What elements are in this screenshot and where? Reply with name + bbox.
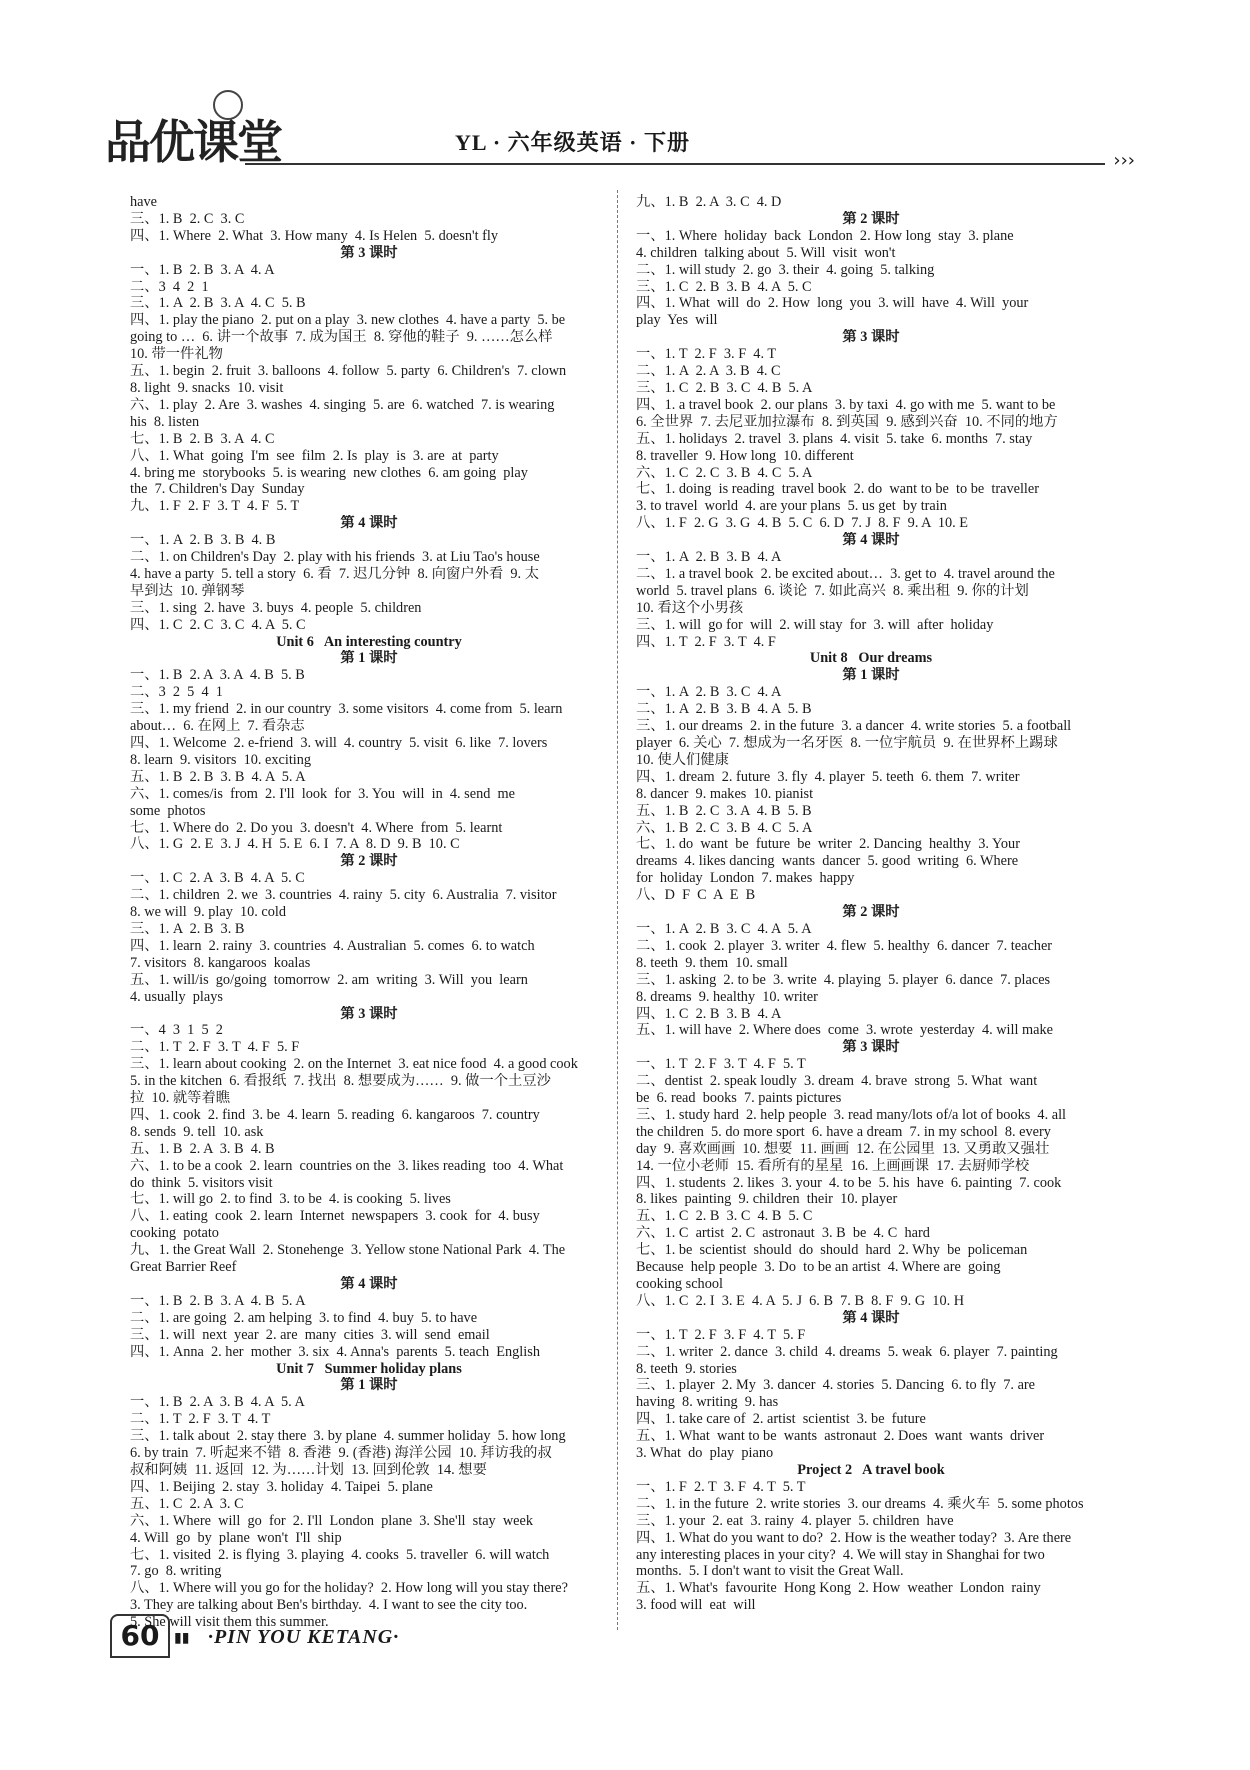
answer-line: 一、1. T 2. F 3. T 4. F 5. T xyxy=(636,1056,806,1073)
answer-line: 三、1. asking 2. to be 3. write 4. playing 5. player 6. dance 7. places xyxy=(636,971,1051,988)
answer-line: 三、1. your 2. eat 3. rainy 4. player 5. children have xyxy=(636,1512,954,1529)
answer-line: 八、D F C A E B xyxy=(636,887,756,904)
answer-line: 4. have a party 5. tell a story 6. 看 7. 迟几分钟 8. 向窗户外看 9. 太 xyxy=(130,565,539,582)
page-header xyxy=(95,88,1135,171)
section-heading: 第 4 课时 xyxy=(842,532,900,549)
answer-line: 一、1. C 2. A 3. B 4. A 5. C xyxy=(130,870,305,887)
answer-line: 14. 一位小老师 15. 看所有的星星 16. 上画画课 17. 去厨师学校 xyxy=(636,1157,1030,1174)
section-heading: 第 4 课时 xyxy=(340,515,398,532)
answer-line: 一、1. B 2. B 3. A 4. B 5. A xyxy=(130,1292,306,1309)
answer-line: 5. in the kitchen 6. 看报纸 7. 找出 8. 想要成为…… 9. 做一个土豆沙 xyxy=(130,1073,551,1090)
answer-line: 七、1. doing is reading travel book 2. do want to be to be traveller xyxy=(636,481,1040,498)
answer-line: 五、1. begin 2. fruit 3. balloons 4. follow 5. party 6. Children's 7. clown xyxy=(130,363,567,380)
answer-line: 一、1. B 2. B 3. A 4. A xyxy=(130,261,275,278)
answer-line: 五、1. will/is go/going tomorrow 2. am writing 3. Will you learn xyxy=(130,971,528,988)
answer-line: 一、1. A 2. B 3. B 4. B xyxy=(130,532,276,549)
section-heading: 第 3 课时 xyxy=(842,1039,900,1056)
section-heading: 第 4 课时 xyxy=(842,1309,900,1326)
answer-line: 二、1. T 2. F 3. T 4. T xyxy=(130,1411,271,1428)
answer-line: 8. likes painting 9. children their 10. player xyxy=(636,1191,898,1208)
answer-line: Because help people 3. Do to be an artist 4. Where are going xyxy=(636,1259,1001,1276)
answer-line: 三、1. C 2. B 3. C 4. B 5. A xyxy=(636,379,813,396)
answer-line: 4. Will go by plane won't I'll ship xyxy=(130,1529,342,1546)
answer-line: 四、1. cook 2. find 3. be 4. learn 5. reading 6. kangaroos 7. country xyxy=(130,1106,540,1123)
answer-line: 早到达 10. 弹钢琴 xyxy=(130,582,245,599)
answer-line: 二、1. on Children's Day 2. play with his friends 3. at Liu Tao's house xyxy=(130,549,540,566)
answer-line: 五、1. What's favourite Hong Kong 2. How weather London rainy xyxy=(636,1580,1041,1597)
answer-line: about… 6. 在网上 7. 看杂志 xyxy=(130,718,305,735)
answer-line: 4. bring me storybooks 5. is wearing new clothes 6. am going play xyxy=(130,464,528,481)
answer-line: 5. She will visit them this summer. xyxy=(130,1614,329,1631)
answer-line: 三、1. will next year 2. are many cities 3. will send email xyxy=(130,1326,490,1343)
answer-line: his 8. listen xyxy=(130,413,200,430)
page-footer xyxy=(110,1610,450,1660)
answer-line: play Yes will xyxy=(636,312,718,329)
section-heading: 第 2 课时 xyxy=(842,904,900,921)
answer-line: 五、1. What want to be wants astronaut 2. Does want wants driver xyxy=(636,1428,1045,1445)
answer-line: 五、1. will have 2. Where does come 3. wrote yesterday 4. will make xyxy=(636,1022,1054,1039)
section-heading: 第 3 课时 xyxy=(842,329,900,346)
answer-line: 八、1. eating cook 2. learn Internet newspapers 3. cook for 4. busy xyxy=(130,1208,540,1225)
answer-line: 6. 全世界 7. 去尼亚加拉瀑布 8. 到英国 9. 感到兴奋 10. 不同的地方 xyxy=(636,413,1058,430)
answer-line: 五、1. holidays 2. travel 3. plans 4. visit 5. take 6. months 7. stay xyxy=(636,430,1033,447)
answer-line: any interesting places in your city? 4. We will stay in Shanghai for two xyxy=(636,1546,1045,1563)
answer-line: 二、1. writer 2. dance 3. child 4. dreams 5. weak 6. player 7. painting xyxy=(636,1343,1058,1360)
answer-line: 九、1. the Great Wall 2. Stonehenge 3. Yellow stone National Park 4. The xyxy=(130,1242,566,1259)
answer-line: 8. we will 9. play 10. cold xyxy=(130,904,287,921)
section-heading: 第 3 课时 xyxy=(340,244,398,261)
answer-line: 六、1. C artist 2. C astronaut 3. B be 4. C hard xyxy=(636,1225,930,1242)
book-title: YL · 六年级英语 · 下册 xyxy=(455,130,691,155)
answer-line: 六、1. comes/is from 2. I'll look for 3. You will in 4. send me xyxy=(130,785,516,802)
answer-line: 六、1. to be a cook 2. learn countries on the 3. likes reading too 4. What xyxy=(130,1157,564,1174)
answer-line: 四、1. Beijing 2. stay 3. holiday 4. Taipei 5. plane xyxy=(130,1478,433,1495)
answer-line: 8. sends 9. tell 10. ask xyxy=(130,1123,264,1140)
footer-brand: ·PIN YOU KETANG· xyxy=(208,1626,400,1648)
answer-line: 七、1. be scientist should do should hard 2. Why be policeman xyxy=(636,1242,1028,1259)
answer-line: 三、1. A 2. B 3. A 4. C 5. B xyxy=(130,295,306,312)
section-heading: 第 2 课时 xyxy=(340,853,398,870)
answer-line: 七、1. visited 2. is flying 3. playing 4. cooks 5. traveller 6. will watch xyxy=(130,1546,550,1563)
answer-line: 三、1. A 2. B 3. B xyxy=(130,920,245,937)
answer-line: 三、1. learn about cooking 2. on the Internet 3. eat nice food 4. a good cook xyxy=(130,1056,578,1073)
answer-line: going to … 6. 讲一个故事 7. 成为国王 8. 穿他的鞋子 9. ……怎么样 xyxy=(130,329,553,346)
section-heading: 第 1 课时 xyxy=(340,650,398,667)
answer-line: 二、1. A 2. A 3. B 4. C xyxy=(636,363,781,380)
answer-line: 三、1. B 2. C 3. C xyxy=(130,210,245,227)
answer-line: 五、1. B 2. A 3. B 4. B xyxy=(130,1140,275,1157)
decoration-icon: ▮▮ xyxy=(174,1630,190,1646)
answer-line: 三、1. player 2. My 3. dancer 4. stories 5. Dancing 6. to fly 7. are xyxy=(636,1377,1036,1394)
answer-line: do think 5. visitors visit xyxy=(130,1174,273,1191)
answer-line: 10. 使人们健康 xyxy=(636,751,729,768)
answer-line: 四、1. students 2. likes 3. your 4. to be 5. his have 6. painting 7. cook xyxy=(636,1174,1062,1191)
section-heading: Unit 7 Summer holiday plans xyxy=(276,1360,462,1377)
answer-line: 三、1. our dreams 2. in the future 3. a dancer 4. write stories 5. a football xyxy=(636,718,1072,735)
answer-line: 四、1. C 2. C 3. C 4. A 5. C xyxy=(130,616,306,633)
answer-line: 二、3 2 5 4 1 xyxy=(130,684,223,701)
answer-line: 四、1. play the piano 2. put on a play 3. new clothes 4. have a party 5. be xyxy=(130,312,566,329)
section-heading: Unit 6 An interesting country xyxy=(276,633,462,650)
answer-line: 九、1. F 2. F 3. T 4. F 5. T xyxy=(130,498,300,515)
answer-line: Great Barrier Reef xyxy=(130,1259,237,1276)
answer-line: 二、1. children 2. we 3. countries 4. rainy 5. city 6. Australia 7. visitor xyxy=(130,887,557,904)
answer-line: having 8. writing 9. has xyxy=(636,1394,779,1411)
answer-line: 八、1. C 2. I 3. E 4. A 5. J 6. B 7. B 8. F 9. G 10. H xyxy=(636,1292,965,1309)
answer-line: 一、1. A 2. B 3. C 4. A 5. A xyxy=(636,920,812,937)
answer-line: 七、1. B 2. B 3. A 4. C xyxy=(130,430,275,447)
answer-line: 三、1. study hard 2. help people 3. read many/lots of/a lot of books 4. all xyxy=(636,1106,1067,1123)
section-heading: 第 1 课时 xyxy=(340,1377,398,1394)
section-heading: Project 2 A travel book xyxy=(797,1461,945,1478)
answer-line: 六、1. C 2. C 3. B 4. C 5. A xyxy=(636,464,813,481)
answer-line: 五、1. B 2. C 3. A 4. B 5. B xyxy=(636,802,812,819)
answer-line: day 9. 喜欢画画 10. 想要 11. 画画 12. 在公园里 13. 又勇敢又强壮 xyxy=(636,1140,1050,1157)
answer-line: 8. light 9. snacks 10. visit xyxy=(130,379,284,396)
answer-line: 一、1. A 2. B 3. C 4. A xyxy=(636,684,782,701)
answer-line: 叔和阿姨 11. 返回 12. 为……计划 13. 回到伦敦 14. 想要 xyxy=(130,1461,487,1478)
answer-line: 七、1. will go 2. to find 3. to be 4. is cooking 5. lives xyxy=(130,1191,451,1208)
answer-line: cooking potato xyxy=(130,1225,219,1242)
answer-line: 拉 10. 就等着瞧 xyxy=(130,1090,231,1107)
section-heading: 第 1 课时 xyxy=(842,667,900,684)
brand-logo xyxy=(95,88,325,169)
answer-line: 一、1. B 2. A 3. A 4. B 5. B xyxy=(130,667,305,684)
answer-line: 二、dentist 2. speak loudly 3. dream 4. brave strong 5. What want xyxy=(636,1073,1038,1090)
answer-line: 七、1. Where do 2. Do you 3. doesn't 4. Where from 5. learnt xyxy=(130,819,503,836)
answer-line: 三、1. will go for will 2. will stay for 3. will after holiday xyxy=(636,616,994,633)
answer-line: 8. dancer 9. makes 10. pianist xyxy=(636,785,814,802)
answer-line: 三、1. my friend 2. in our country 3. some visitors 4. come from 5. learn xyxy=(130,701,563,718)
section-heading: 第 2 课时 xyxy=(842,210,900,227)
answer-line: 三、1. sing 2. have 3. buys 4. people 5. children xyxy=(130,599,422,616)
answer-line: have xyxy=(130,194,157,210)
answer-line: player 6. 关心 7. 想成为一名牙医 8. 一位宇航员 9. 在世界杯上踢球 xyxy=(636,735,1058,751)
answer-line: 二、1. are going 2. am helping 3. to find 4. buy 5. to have xyxy=(130,1309,478,1326)
answer-line: 一、1. T 2. F 3. F 4. T 5. F xyxy=(636,1326,806,1343)
page-number: 60 xyxy=(110,1614,170,1658)
arrows-icon: ››› xyxy=(1113,150,1135,171)
header-divider xyxy=(245,163,1105,165)
answer-line: 八、1. Where will you go for the holiday? 2. How long will you stay there? xyxy=(130,1580,568,1597)
section-heading: Unit 8 Our dreams xyxy=(809,650,933,667)
answer-line: world 5. travel plans 6. 谈论 7. 如此高兴 8. 乘出租 9. 你的计划 xyxy=(636,582,1029,599)
answer-line: 四、1. Anna 2. her mother 3. six 4. Anna's parents 5. teach English xyxy=(130,1343,540,1360)
answer-line: 四、1. take care of 2. artist scientist 3. be future xyxy=(636,1411,926,1428)
answer-line: 一、1. A 2. B 3. B 4. A xyxy=(636,549,782,566)
answer-line: 三、1. talk about 2. stay there 3. by plane 4. summer holiday 5. how long xyxy=(130,1428,566,1445)
answer-line: 二、1. T 2. F 3. T 4. F 5. F xyxy=(130,1039,300,1056)
answer-line: months. 5. I don't want to visit the Great Wall. xyxy=(636,1563,904,1580)
answer-line: 4. usually plays xyxy=(130,988,223,1005)
answer-line: 3. food will eat will xyxy=(636,1597,756,1614)
answer-line: 3. What do play piano xyxy=(636,1445,774,1462)
answer-line: 六、1. B 2. C 3. B 4. C 5. A xyxy=(636,819,813,836)
answer-line: 二、1. will study 2. go 3. their 4. going 5. talking xyxy=(636,261,935,278)
section-heading: 第 4 课时 xyxy=(340,1276,398,1292)
answer-line: 四、1. dream 2. future 3. fly 4. player 5. teeth 6. them 7. writer xyxy=(636,768,1020,785)
answer-line: 三、1. C 2. B 3. B 4. A 5. C xyxy=(636,278,812,295)
answer-line: 五、1. B 2. B 3. B 4. A 5. A xyxy=(130,768,306,785)
answer-line: 八、1. What going I'm see film 2. Is play is 3. are at party xyxy=(130,447,499,464)
answer-line: 8. teeth 9. stories xyxy=(636,1360,737,1377)
answer-line: 八、1. G 2. E 3. J 4. H 5. E 6. I 7. A 8. D 9. B 10. C xyxy=(130,836,460,853)
answer-line: 二、1. cook 2. player 3. writer 4. flew 5. healthy 6. dancer 7. teacher xyxy=(636,937,1053,954)
answer-line: 3. to travel world 4. are your plans 5. us get by train xyxy=(636,498,947,515)
answer-line: 4. children talking about 5. Will visit won't xyxy=(636,244,896,261)
answer-line: 二、1. A 2. B 3. B 4. A 5. B xyxy=(636,701,812,718)
answer-line: 一、1. T 2. F 3. F 4. T xyxy=(636,346,777,363)
answer-line: 九、1. B 2. A 3. C 4. D xyxy=(636,194,782,210)
answer-line: the 7. Children's Day Sunday xyxy=(130,481,305,498)
answer-line: 四、1. a travel book 2. our plans 3. by taxi 4. go with me 5. want to be xyxy=(636,396,1056,413)
answer-line: 一、1. Where holiday back London 2. How long stay 3. plane xyxy=(636,227,1014,244)
answer-line: the children 5. do more sport 6. have a dream 7. in my school 8. every xyxy=(636,1123,1051,1140)
answer-line: 6. by train 7. 听起来不错 8. 香港 9. (香港) 海洋公园 10. 拜访我的叔 xyxy=(130,1445,552,1462)
answer-line: 10. 带一件礼物 xyxy=(130,346,223,363)
answer-line: for holiday London 7. makes happy xyxy=(636,870,855,887)
answer-line: 七、1. do want be future be writer 2. Dancing healthy 3. Your xyxy=(636,836,1020,853)
logo-text: 品优课堂 xyxy=(105,115,281,169)
answer-line: 二、1. in the future 2. write stories 3. our dreams 4. 乘火车 5. some photos xyxy=(636,1495,1084,1512)
answer-line: 10. 看这个小男孩 xyxy=(636,599,744,616)
answer-line: 8. teeth 9. them 10. small xyxy=(636,954,788,971)
answer-line: 五、1. C 2. B 3. C 4. B 5. C xyxy=(636,1208,813,1225)
answer-line: cooking school xyxy=(636,1276,723,1292)
answer-line: 一、4 3 1 5 2 xyxy=(130,1022,223,1039)
answer-line: be 6. read books 7. paints pictures xyxy=(636,1090,842,1107)
answer-line: 四、1. What do you want to do? 2. How is the weather today? 3. Are there xyxy=(636,1529,1072,1546)
answer-line: 二、3 4 2 1 xyxy=(130,278,209,295)
answer-line: 3. They are talking about Ben's birthday. 4. I want to see the city too. xyxy=(130,1597,528,1614)
answer-line: 四、1. learn 2. rainy 3. countries 4. Australian 5. comes 6. to watch xyxy=(130,937,535,954)
answer-line: 六、1. Where will go for 2. I'll London plane 3. She'll stay week xyxy=(130,1512,534,1529)
answer-line: 7. visitors 8. kangaroos koalas xyxy=(130,954,311,971)
answer-line: 7. go 8. writing xyxy=(130,1563,222,1580)
answer-line: 8. learn 9. visitors 10. exciting xyxy=(130,751,312,768)
answer-line: 四、1. What will do 2. How long you 3. will have 4. Will your xyxy=(636,295,1029,312)
answer-line: 四、1. T 2. F 3. T 4. F xyxy=(636,633,776,650)
answer-line: 四、1. Welcome 2. e-friend 3. will 4. country 5. visit 6. like 7. lovers xyxy=(130,735,548,751)
answer-line: dreams 4. likes dancing wants dancer 5. good writing 6. Where xyxy=(636,853,1019,870)
answer-line: 八、1. F 2. G 3. G 4. B 5. C 6. D 7. J 8. F 9. A 10. E xyxy=(636,515,969,532)
answer-line: 四、1. Where 2. What 3. How many 4. Is Helen 5. doesn't fly xyxy=(130,227,498,244)
answer-column-left xyxy=(130,194,608,1631)
column-divider xyxy=(617,190,618,1630)
answer-line: 8. dreams 9. healthy 10. writer xyxy=(636,988,818,1005)
answer-line: 二、1. a travel book 2. be excited about… 3. get to 4. travel around the xyxy=(636,565,1055,582)
answer-line: 一、1. F 2. T 3. F 4. T 5. T xyxy=(636,1478,806,1495)
answer-line: 六、1. play 2. Are 3. washes 4. singing 5. are 6. watched 7. is wearing xyxy=(130,396,555,413)
answer-line: 五、1. C 2. A 3. C xyxy=(130,1495,244,1512)
answer-column-right xyxy=(636,194,1106,1614)
answer-line: some photos xyxy=(130,802,206,819)
section-heading: 第 3 课时 xyxy=(340,1005,398,1022)
answer-line: 四、1. C 2. B 3. B 4. A xyxy=(636,1005,782,1022)
answer-line: 8. traveller 9. How long 10. different xyxy=(636,447,854,464)
answer-line: 一、1. B 2. A 3. B 4. A 5. A xyxy=(130,1394,305,1411)
